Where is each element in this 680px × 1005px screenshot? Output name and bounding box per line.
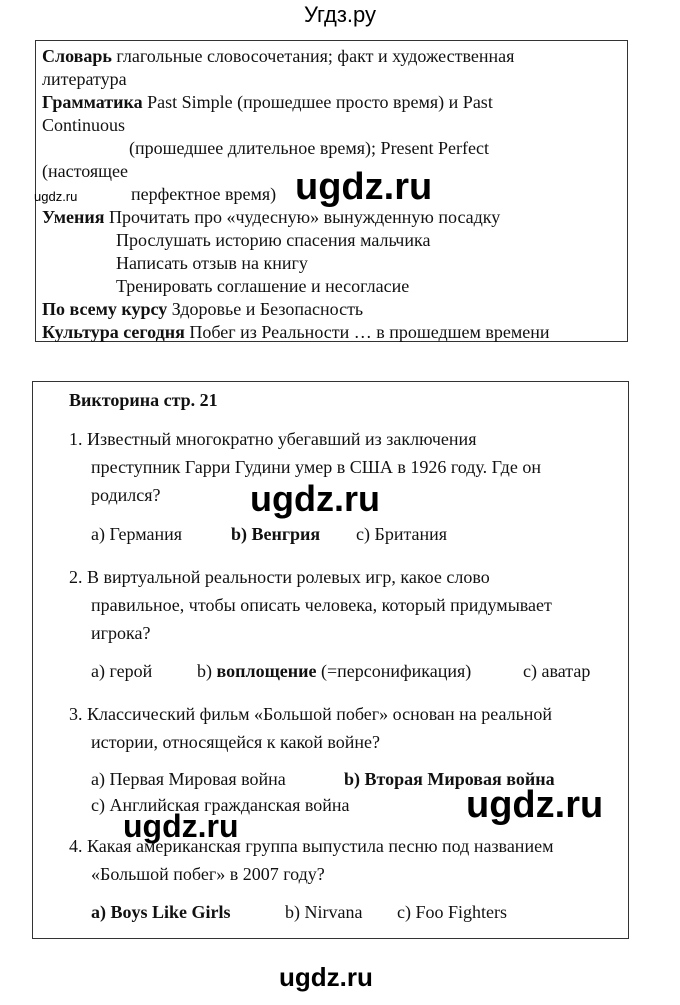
q4-option-b: b) Nirvana bbox=[285, 902, 363, 922]
watermark-footer: ugdz.ru bbox=[279, 962, 373, 992]
grammar-line-5: перфектное время) bbox=[131, 184, 277, 204]
q2-line-1: 2. В виртуальной реальности ролевых игр, какое слово bbox=[69, 567, 490, 587]
watermark-3: ugdz.ru bbox=[466, 784, 604, 826]
q3-option-c: c) Английская гражданская война bbox=[91, 795, 350, 815]
grammar-line-4: (настоящее bbox=[42, 161, 129, 181]
q2-option-a: a) герой bbox=[91, 661, 153, 681]
q2-line-3: игрока? bbox=[91, 623, 151, 643]
q3-option-b: b) Вторая Мировая война bbox=[344, 769, 555, 789]
q4-line-1: 4. Какая американская группа выпустила песню под названием bbox=[69, 836, 554, 856]
q1-line-3: родился? bbox=[91, 485, 161, 505]
q1-option-c: c) Британия bbox=[356, 524, 448, 544]
q1-line-2: преступник Гарри Гудини умер в США в 1926 году. Где он bbox=[91, 457, 541, 477]
q4-option-c: c) Foo Fighters bbox=[397, 902, 507, 922]
skills-line-2: Прослушать историю спасения мальчика bbox=[116, 230, 431, 250]
q1-option-b: b) Венгрия bbox=[231, 524, 321, 544]
culture-line: Культура сегодня Побег из Реальности … в прошедшем времени bbox=[42, 322, 550, 342]
watermark-1: ugdz.ru bbox=[295, 166, 433, 208]
q3-option-a: a) Первая Мировая война bbox=[91, 769, 286, 789]
course-line: По всему курсу Здоровье и Безопасность bbox=[42, 299, 364, 319]
quiz-box bbox=[32, 381, 629, 939]
vocab-line-2: литература bbox=[42, 69, 127, 89]
grammar-line: Грамматика Past Simple (прошедшее просто время) и Past bbox=[42, 92, 493, 112]
q2-option-b: b) воплощение (=персонификация) bbox=[197, 661, 472, 681]
q1-line-1: 1. Известный многократно убегавший из заключения bbox=[69, 429, 477, 449]
vocab-line: Словарь глагольные словосочетания; факт и художественная bbox=[42, 46, 515, 66]
q1-option-a: a) Германия bbox=[91, 524, 183, 544]
watermark-small: ugdz.ru bbox=[34, 189, 78, 204]
skills-line: Умения Прочитать про «чудесную» вынужденную посадку bbox=[42, 207, 501, 227]
site-header: Угдз.ру bbox=[303, 2, 377, 27]
skills-line-3: Написать отзыв на книгу bbox=[116, 253, 308, 273]
q3-line-1: 3. Классический фильм «Большой побег» основан на реальной bbox=[69, 704, 553, 724]
watermark-2: ugdz.ru bbox=[250, 478, 380, 519]
q4-option-a: a) Boys Like Girls bbox=[91, 902, 231, 922]
q3-line-2: истории, относящейся к какой войне? bbox=[91, 732, 381, 752]
q4-line-2: «Большой побег» в 2007 году? bbox=[91, 864, 325, 884]
grammar-line-2: Continuous bbox=[42, 115, 126, 135]
skills-line-4: Тренировать соглашение и несогласие bbox=[116, 276, 410, 296]
quiz-title: Викторина стр. 21 bbox=[69, 390, 218, 410]
grammar-line-3: (прошедшее длительное время); Present Perfect bbox=[129, 138, 490, 158]
q2-option-c: c) аватар bbox=[523, 661, 591, 681]
q2-line-2: правильное, чтобы описать человека, который придумывает bbox=[91, 595, 552, 615]
watermark-4: ugdz.ru bbox=[123, 808, 239, 844]
